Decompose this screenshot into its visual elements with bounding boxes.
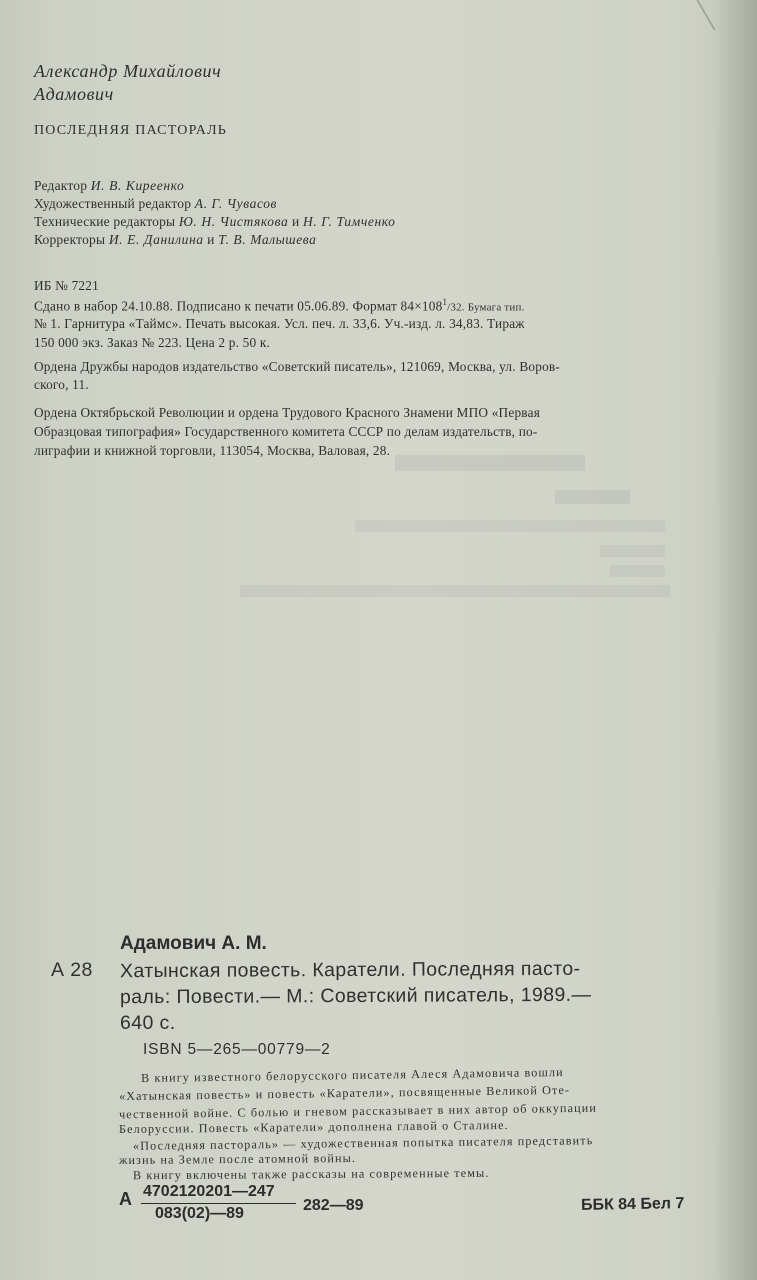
catalog-description-line-3: 640 с. <box>120 1012 176 1034</box>
catalog-index: А 28 <box>51 959 93 981</box>
annotation-line-4: Белоруссии. Повесть «Каратели» дополнена главой о Сталине. <box>118 1117 509 1137</box>
bleed-through-mark <box>600 545 665 557</box>
bleed-through-mark <box>395 455 585 471</box>
code-fraction-line <box>141 1203 296 1204</box>
imprint-line-1-text: Сдано в набор 24.10.88. Подписано к печати 05.06.89. Формат 84×108 <box>34 298 443 314</box>
imprint-line-2: № 1. Гарнитура «Таймс». Печать высокая. Усл. печ. л. 33,6. Уч.-изд. л. 34,83. Тираж <box>34 316 525 331</box>
bbk-code: ББК 84 Бел 7 <box>580 1195 685 1214</box>
staff-name: Ю. Н. Чистякова <box>178 214 289 229</box>
binding-thread <box>696 0 757 30</box>
author-name: Александр Михайлович <box>34 61 222 81</box>
code-letter: А <box>119 1189 132 1209</box>
staff-conjunction: и <box>291 214 300 229</box>
annotation-line-3: чественной войне. С болью и гневом рассказывает в них автор об оккупации <box>118 1100 598 1122</box>
imprint-line-1 <box>34 297 525 314</box>
bleed-through-mark <box>555 490 630 504</box>
author-surname: Адамович <box>34 84 114 104</box>
bleed-through-mark <box>610 565 665 577</box>
catalog-description-line-1: Хатынская повесть. Каратели. Последняя пасто- <box>119 957 581 983</box>
catalog-description-line-2: раль: Повести.— М.: Советский писатель, 1989.— <box>119 983 592 1009</box>
imprint-line-3: 150 000 экз. Заказ № 223. Цена 2 р. 50 к. <box>34 335 271 350</box>
staff-name: И. Е. Данилина <box>108 232 204 247</box>
staff-role: Художественный редактор <box>34 196 192 211</box>
staff-name: А. Г. Чувасов <box>194 196 278 211</box>
staff-proofreaders <box>34 232 317 248</box>
annotation-line-5: «Последняя пастораль» — художественная попытка писателя представить <box>132 1133 594 1153</box>
printer-line-3: лиграфии и книжной торговли, 113054, Москва, Валовая, 28. <box>34 443 391 458</box>
staff-role: Редактор <box>34 178 88 193</box>
isbn: ISBN 5—265—00779—2 <box>143 1041 331 1058</box>
ib-number: ИБ № 7221 <box>34 278 99 293</box>
code-denominator: 083(02)—89 <box>155 1205 244 1222</box>
imprint-line-1-tail: /32. Бумага тип. <box>447 301 525 314</box>
staff-role: Технические редакторы <box>34 214 176 229</box>
annotation-line-6: жизнь на Земле после атомной войны. <box>118 1150 357 1168</box>
annotation-line-7: В книгу включены также рассказы на современные темы. <box>132 1165 490 1183</box>
bleed-through-mark <box>355 520 665 532</box>
staff-name: И. В. Киреенко <box>90 178 185 193</box>
page-edge-shadow <box>711 0 757 1280</box>
annotation-line-2: «Хатынская повесть» и повесть «Каратели», посвященные Великой Оте- <box>118 1082 571 1104</box>
publisher-line-1: Ордена Дружбы народов издательство «Советский писатель», 121069, Москва, ул. Воров- <box>34 359 561 374</box>
book-title: ПОСЛЕДНЯЯ ПАСТОРАЛЬ <box>34 123 228 138</box>
annotation-line-1: В книгу известного белорусского писателя Алеся Адамовича вошли <box>140 1065 564 1085</box>
catalog-author-heading: Адамович А. М. <box>120 933 267 954</box>
bleed-through-mark <box>240 585 670 597</box>
code-numerator: 4702120201—247 <box>143 1183 275 1200</box>
format-superscript: 1 <box>442 297 448 307</box>
staff-role: Корректоры <box>34 232 106 247</box>
staff-tech-editors <box>34 214 396 230</box>
staff-name: Т. В. Малышева <box>218 232 317 247</box>
staff-editor <box>34 178 184 194</box>
staff-name: Н. Г. Тимченко <box>302 214 396 229</box>
code-number: 282—89 <box>303 1197 364 1214</box>
staff-conjunction: и <box>207 232 215 247</box>
printer-line-2: Образцовая типография» Государственного комитета СССР по делам издательств, по- <box>34 424 538 439</box>
printer-line-1: Ордена Октябрьской Революции и ордена Трудового Красного Знамени МПО «Первая <box>34 405 541 420</box>
staff-art-editor <box>34 196 277 212</box>
publisher-line-2: ского, 11. <box>34 377 89 392</box>
